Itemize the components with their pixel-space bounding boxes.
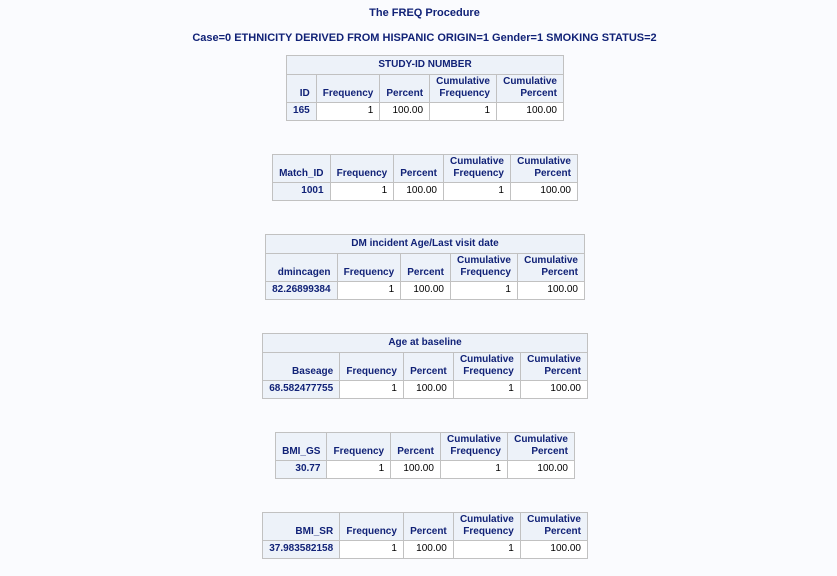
- table-row: [263, 381, 588, 399]
- procedure-title: The FREQ Procedure: [369, 7, 480, 19]
- by-group-line: Case=0 ETHNICITY DERIVED FROM HISPANIC ORIGIN=1 Gender=1 SMOKING STATUS=2: [192, 32, 657, 44]
- row-value: 30.77: [276, 461, 327, 479]
- variable-header: Baseage: [263, 353, 340, 381]
- cum-frequency-header: Cumulative Frequency: [453, 353, 520, 381]
- cum-percent-header: Cumulative Percent: [520, 513, 587, 541]
- frequency-header: Frequency: [327, 433, 391, 461]
- freq-table-dmincagen: [265, 234, 585, 300]
- frequency-header: Frequency: [337, 254, 401, 282]
- percent-header: Percent: [394, 155, 444, 183]
- cum-frequency-header: Cumulative Frequency: [430, 75, 497, 103]
- cum-percent-header: Cumulative Percent: [510, 155, 577, 183]
- cum-frequency-header: Cumulative Frequency: [453, 513, 520, 541]
- cum-frequency-header: Cumulative Frequency: [450, 254, 517, 282]
- frequency-header: Frequency: [340, 353, 404, 381]
- table-row: [263, 541, 588, 559]
- freq-table-match-id: [272, 154, 578, 201]
- cum-percent-cell: 100.00: [517, 282, 584, 300]
- percent-header: Percent: [401, 254, 451, 282]
- variable-header: dmincagen: [266, 254, 338, 282]
- percent-cell: 100.00: [403, 541, 453, 559]
- table-row: [287, 103, 564, 121]
- percent-cell: 100.00: [394, 183, 444, 201]
- frequency-cell: 1: [340, 381, 404, 399]
- table-row: [266, 282, 585, 300]
- frequency-cell: 1: [327, 461, 391, 479]
- percent-cell: 100.00: [380, 103, 430, 121]
- table-row: [273, 183, 578, 201]
- percent-cell: 100.00: [403, 381, 453, 399]
- freq-table-bmi-gs: [275, 432, 575, 479]
- frequency-header: Frequency: [340, 513, 404, 541]
- percent-cell: 100.00: [391, 461, 441, 479]
- frequency-header: Frequency: [330, 155, 394, 183]
- cum-percent-cell: 100.00: [510, 183, 577, 201]
- cum-frequency-cell: 1: [430, 103, 497, 121]
- table-row: [276, 461, 575, 479]
- frequency-header: Frequency: [316, 75, 380, 103]
- frequency-cell: 1: [316, 103, 380, 121]
- cum-frequency-cell: 1: [453, 381, 520, 399]
- percent-cell: 100.00: [401, 282, 451, 300]
- row-value: 37.983582158: [263, 541, 340, 559]
- cum-frequency-cell: 1: [450, 282, 517, 300]
- freq-table-bmi-sr: [262, 512, 588, 559]
- row-value: 82.26899384: [266, 282, 338, 300]
- variable-header: ID: [287, 75, 317, 103]
- variable-header: BMI_SR: [263, 513, 340, 541]
- frequency-cell: 1: [337, 282, 401, 300]
- table-label: DM incident Age/Last visit date: [266, 235, 585, 254]
- cum-percent-header: Cumulative Percent: [520, 353, 587, 381]
- cum-percent-header: Cumulative Percent: [507, 433, 574, 461]
- table-label: Age at baseline: [263, 334, 588, 353]
- cum-percent-cell: 100.00: [520, 541, 587, 559]
- percent-header: Percent: [403, 353, 453, 381]
- percent-header: Percent: [403, 513, 453, 541]
- freq-table-id: [286, 55, 564, 121]
- cum-frequency-cell: 1: [453, 541, 520, 559]
- cum-percent-header: Cumulative Percent: [497, 75, 564, 103]
- cum-frequency-cell: 1: [443, 183, 510, 201]
- cum-percent-cell: 100.00: [507, 461, 574, 479]
- percent-header: Percent: [380, 75, 430, 103]
- cum-frequency-cell: 1: [440, 461, 507, 479]
- table-label: STUDY-ID NUMBER: [287, 56, 564, 75]
- cum-frequency-header: Cumulative Frequency: [443, 155, 510, 183]
- row-value: 68.582477755: [263, 381, 340, 399]
- cum-percent-cell: 100.00: [497, 103, 564, 121]
- row-value: 1001: [273, 183, 331, 201]
- frequency-cell: 1: [340, 541, 404, 559]
- cum-percent-cell: 100.00: [520, 381, 587, 399]
- percent-header: Percent: [391, 433, 441, 461]
- frequency-cell: 1: [330, 183, 394, 201]
- variable-header: Match_ID: [273, 155, 331, 183]
- cum-percent-header: Cumulative Percent: [517, 254, 584, 282]
- freq-table-baseage: [262, 333, 588, 399]
- variable-header: BMI_GS: [276, 433, 327, 461]
- cum-frequency-header: Cumulative Frequency: [440, 433, 507, 461]
- row-value: 165: [287, 103, 317, 121]
